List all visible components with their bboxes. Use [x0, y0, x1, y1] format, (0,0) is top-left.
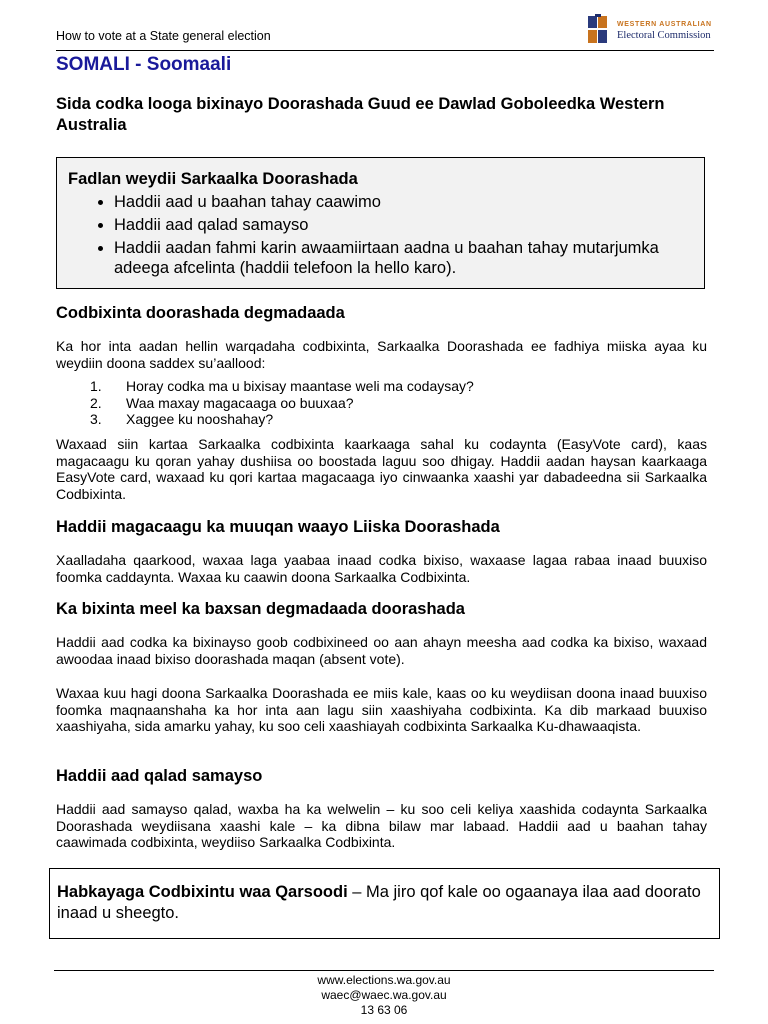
waec-logo: [587, 12, 717, 48]
question-number: 2.: [90, 394, 102, 411]
absent-paragraph-2: Waxaa kuu hagi doona Sarkaalka Doorashada ee miis kale, kaas oo ku weydiisan doona inaad buuxiso foomka maqnaanshaha ka hor inta aan lagu siin xaashiyaha codbixinta. Ka dib markaad buuxiso xaashiyaha, sida amarku yahay, ku soo celi xaashiayah codbixinta Sarkaalka Ku-dhawaaqista.: [56, 685, 707, 735]
voting-intro: Ka hor inta aadan hellin warqadaha codbixinta, Sarkaalka Doorashada ee fadhiya miiska ayaa ku weydiin doona saddex su’aallood:: [56, 338, 707, 371]
question-number: 3.: [90, 411, 102, 428]
mistake-paragraph: Haddii aad samayso qalad, waxba ha ka welwelin – ku soo celi keliya xaashida codaynta Sarkaalka Doorashada weydiisana xaashi kale – ka dibna bilaw mar labaad. Haddii aad u baahan tahay caawimada codbixinta, weydiiso Sarkaalka Codbixinta.: [56, 801, 707, 851]
ballot-box-logo-icon: [587, 14, 609, 46]
question-text: Horay codka ma u bixisay maantase weli ma codaysay?: [126, 378, 474, 394]
help-item: • Haddii aadan fahmi karin awaamiirtaan aadna u baahan tahay mutarjumka adeega afcelinta (haddii telefoon la hello karo).: [114, 238, 694, 278]
help-item: • Haddii aad u baahan tahay caawimo: [114, 192, 694, 212]
running-header: How to vote at a State general election: [56, 29, 271, 43]
footer-phone: 13 63 06: [360, 1003, 408, 1017]
help-box-heading: Fadlan weydii Sarkaalka Doorashada: [68, 170, 358, 188]
help-item: • Haddii aad qalad samayso: [114, 215, 694, 235]
help-box: [56, 157, 705, 289]
help-list: [68, 192, 694, 278]
header-divider: [56, 50, 714, 51]
question-text: Waa maxay magacaaga oo buuxaa?: [126, 394, 354, 411]
secret-ballot-heading: Habkayaga Codbixintu waa Qarsoodi: [57, 883, 348, 901]
easyvote-paragraph: Waxaad siin kartaa Sarkaalka codbixinta kaarkaaga sahal ku codaynta (EasyVote card), kaas magacaagu ku qoran yahay dushiisa oo boostada laguu soo dhigay. Haddii aadan haysan kaarkaaga EasyVote card, waxaad ku qori kartaa magacaaga iyo cinwaanka xaashi yar dabadeedna sii Sarkaalka Codbixinta.: [56, 436, 707, 502]
question-number: 1.: [90, 378, 102, 394]
footer: [0, 973, 768, 1018]
logo-line2: Electoral Commission: [617, 30, 711, 41]
absent-paragraph-1: Haddii aad codka ka bixinayso goob codbixineed oo aan ahayn meesha aad codka ka bixiso, waxaad awoodaa inaad bixiso doorashada maqan (absent vote).: [56, 634, 707, 667]
section-heading-absent: Ka bixinta meel ka baxsan degmadaada doorashada: [56, 600, 465, 618]
page-subtitle: Sida codka looga bixinayo Doorashada Guud ee Dawlad Goboleedka Western Australia: [56, 95, 665, 134]
logo-line1: WESTERN AUSTRALIAN: [617, 21, 712, 28]
section-heading-mistake: Haddii aad qalad samayso: [56, 767, 263, 785]
question-list: [56, 378, 474, 428]
footer-divider: [54, 970, 714, 971]
question-text: Xaggee ku nooshahay?: [126, 411, 274, 428]
secret-ballot-text: – Ma jiro qof kale oo ogaanaya ilaa aad doorato inaad u sheegto.: [57, 883, 701, 922]
question-item: [56, 395, 474, 412]
section-heading-roll: Haddii magacaagu ka muuqan waayo Liiska Doorashada: [56, 518, 500, 536]
question-item: [56, 411, 474, 428]
page-title: SOMALI - Soomaali: [56, 54, 232, 75]
secret-ballot-box: [49, 868, 720, 939]
section-heading-voting: Codbixinta doorashada degmadaada: [56, 304, 345, 322]
roll-paragraph: Xaalladaha qaarkood, waxaa laga yaabaa inaad codka bixiso, waxaase lagaa rabaa inaad buuxiso foomka caddaynta. Waxaa ku caawin doona Sarkaalka Codbixinta.: [56, 552, 707, 585]
footer-website: www.elections.wa.gov.au: [317, 973, 451, 987]
question-item: [56, 378, 474, 395]
footer-email: waec@waec.wa.gov.au: [321, 988, 447, 1002]
